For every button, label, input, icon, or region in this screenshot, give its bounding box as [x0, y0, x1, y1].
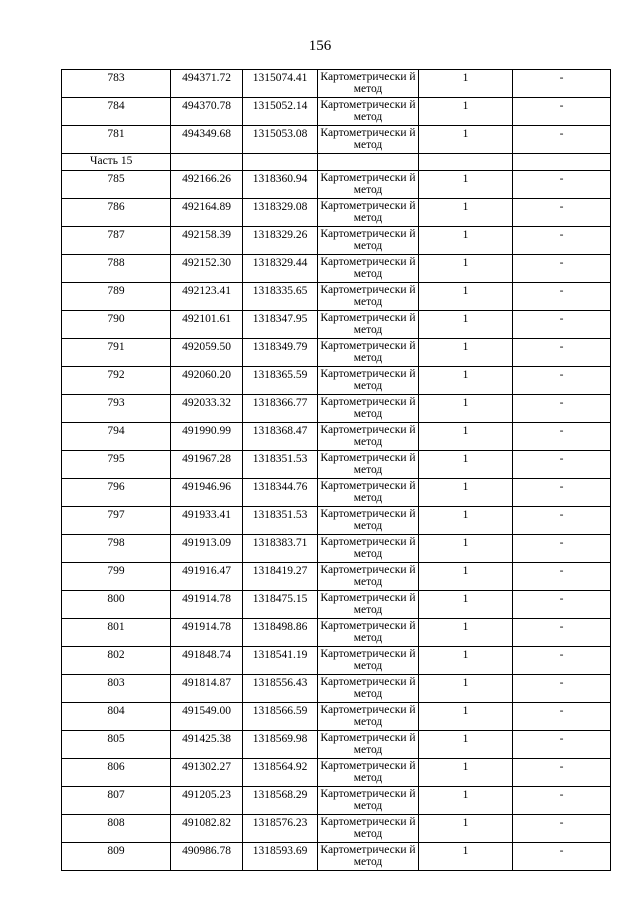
description-cell: -	[513, 423, 611, 451]
table-row	[62, 98, 611, 126]
table-row	[62, 479, 611, 507]
description-cell: -	[513, 70, 611, 98]
y-coordinate-cell: 1315052.14	[243, 98, 318, 126]
method-cell: Картометрически й метод	[318, 339, 419, 367]
y-coordinate-cell: 1318569.98	[243, 731, 318, 759]
table-row	[62, 675, 611, 703]
description-cell: -	[513, 283, 611, 311]
y-coordinate-cell: 1318498.86	[243, 619, 318, 647]
method-cell: Картометрически й метод	[318, 98, 419, 126]
point-number-cell: 808	[62, 815, 171, 843]
method-cell: Картометрически й метод	[318, 843, 419, 871]
accuracy-cell: 1	[419, 675, 513, 703]
method-cell: Картометрически й метод	[318, 395, 419, 423]
description-cell: -	[513, 815, 611, 843]
point-number-cell: 801	[62, 619, 171, 647]
accuracy-cell: 1	[419, 479, 513, 507]
accuracy-cell: 1	[419, 731, 513, 759]
x-coordinate-cell: 492123.41	[171, 283, 243, 311]
table-row	[62, 283, 611, 311]
description-cell: -	[513, 591, 611, 619]
point-number-cell: 792	[62, 367, 171, 395]
accuracy-cell: 1	[419, 759, 513, 787]
description-cell: -	[513, 787, 611, 815]
point-number-cell: 791	[62, 339, 171, 367]
table-row	[62, 423, 611, 451]
point-number-cell: 784	[62, 98, 171, 126]
description-cell: -	[513, 507, 611, 535]
table-row	[62, 843, 611, 871]
point-number-cell: 797	[62, 507, 171, 535]
y-coordinate-cell: 1318564.92	[243, 759, 318, 787]
table-row	[62, 339, 611, 367]
method-cell: Картометрически й метод	[318, 647, 419, 675]
table-row	[62, 591, 611, 619]
page-number: 156	[308, 38, 332, 54]
table-row	[62, 311, 611, 339]
x-coordinate-cell: 491549.00	[171, 703, 243, 731]
x-coordinate-cell: 491302.27	[171, 759, 243, 787]
accuracy-cell: 1	[419, 647, 513, 675]
y-coordinate-cell: 1318351.53	[243, 451, 318, 479]
method-cell: Картометрически й метод	[318, 675, 419, 703]
table-row	[62, 395, 611, 423]
description-cell: -	[513, 311, 611, 339]
description-cell: -	[513, 339, 611, 367]
table-row	[62, 255, 611, 283]
table-row	[62, 703, 611, 731]
accuracy-cell: 1	[419, 563, 513, 591]
method-cell: Картометрически й метод	[318, 423, 419, 451]
description-cell: -	[513, 199, 611, 227]
point-number-cell: 787	[62, 227, 171, 255]
x-coordinate-cell: 491933.41	[171, 507, 243, 535]
y-coordinate-cell: 1318360.94	[243, 171, 318, 199]
description-cell: -	[513, 675, 611, 703]
x-coordinate-cell: 491814.87	[171, 675, 243, 703]
method-cell: Картометрически й метод	[318, 535, 419, 563]
y-coordinate-cell: 1315074.41	[243, 70, 318, 98]
point-number-cell: 809	[62, 843, 171, 871]
description-cell: -	[513, 535, 611, 563]
section-label: Часть 15	[62, 154, 171, 171]
y-coordinate-cell: 1318566.59	[243, 703, 318, 731]
y-coordinate-cell: 1318419.27	[243, 563, 318, 591]
table-row	[62, 647, 611, 675]
accuracy-cell: 1	[419, 451, 513, 479]
y-coordinate-cell: 1318593.69	[243, 843, 318, 871]
x-coordinate-cell: 492166.26	[171, 171, 243, 199]
point-number-cell: 799	[62, 563, 171, 591]
table-row	[62, 367, 611, 395]
point-number-cell: 806	[62, 759, 171, 787]
y-coordinate-cell: 1318568.29	[243, 787, 318, 815]
point-number-cell: 803	[62, 675, 171, 703]
x-coordinate-cell: 491946.96	[171, 479, 243, 507]
y-coordinate-cell: 1318383.71	[243, 535, 318, 563]
method-cell: Картометрически й метод	[318, 255, 419, 283]
table-row	[62, 451, 611, 479]
method-cell: Картометрически й метод	[318, 591, 419, 619]
point-number-cell: 788	[62, 255, 171, 283]
empty-cell	[243, 154, 318, 171]
table-row	[62, 507, 611, 535]
x-coordinate-cell: 492033.32	[171, 395, 243, 423]
point-number-cell: 783	[62, 70, 171, 98]
description-cell: -	[513, 451, 611, 479]
accuracy-cell: 1	[419, 283, 513, 311]
y-coordinate-cell: 1318365.59	[243, 367, 318, 395]
description-cell: -	[513, 563, 611, 591]
description-cell: -	[513, 479, 611, 507]
x-coordinate-cell: 491425.38	[171, 731, 243, 759]
description-cell: -	[513, 255, 611, 283]
point-number-cell: 793	[62, 395, 171, 423]
method-cell: Картометрически й метод	[318, 619, 419, 647]
x-coordinate-cell: 492152.30	[171, 255, 243, 283]
accuracy-cell: 1	[419, 703, 513, 731]
point-number-cell: 795	[62, 451, 171, 479]
table-row	[62, 815, 611, 843]
x-coordinate-cell: 492101.61	[171, 311, 243, 339]
point-number-cell: 785	[62, 171, 171, 199]
method-cell: Картометрически й метод	[318, 70, 419, 98]
coordinates-table	[61, 69, 611, 871]
method-cell: Картометрически й метод	[318, 199, 419, 227]
point-number-cell: 802	[62, 647, 171, 675]
y-coordinate-cell: 1318576.23	[243, 815, 318, 843]
empty-cell	[419, 154, 513, 171]
x-coordinate-cell: 494371.72	[171, 70, 243, 98]
x-coordinate-cell: 494349.68	[171, 126, 243, 154]
method-cell: Картометрически й метод	[318, 479, 419, 507]
x-coordinate-cell: 492060.20	[171, 367, 243, 395]
description-cell: -	[513, 227, 611, 255]
x-coordinate-cell: 492158.39	[171, 227, 243, 255]
method-cell: Картометрически й метод	[318, 507, 419, 535]
accuracy-cell: 1	[419, 591, 513, 619]
description-cell: -	[513, 647, 611, 675]
empty-cell	[171, 154, 243, 171]
y-coordinate-cell: 1315053.08	[243, 126, 318, 154]
x-coordinate-cell: 490986.78	[171, 843, 243, 871]
accuracy-cell: 1	[419, 423, 513, 451]
table-row	[62, 619, 611, 647]
table-row	[62, 227, 611, 255]
point-number-cell: 807	[62, 787, 171, 815]
y-coordinate-cell: 1318541.19	[243, 647, 318, 675]
description-cell: -	[513, 759, 611, 787]
accuracy-cell: 1	[419, 787, 513, 815]
point-number-cell: 781	[62, 126, 171, 154]
y-coordinate-cell: 1318351.53	[243, 507, 318, 535]
table-row	[62, 70, 611, 98]
accuracy-cell: 1	[419, 535, 513, 563]
point-number-cell: 794	[62, 423, 171, 451]
accuracy-cell: 1	[419, 70, 513, 98]
y-coordinate-cell: 1318335.65	[243, 283, 318, 311]
method-cell: Картометрически й метод	[318, 731, 419, 759]
y-coordinate-cell: 1318329.26	[243, 227, 318, 255]
point-number-cell: 796	[62, 479, 171, 507]
x-coordinate-cell: 491914.78	[171, 619, 243, 647]
method-cell: Картометрически й метод	[318, 171, 419, 199]
description-cell: -	[513, 395, 611, 423]
method-cell: Картометрически й метод	[318, 759, 419, 787]
description-cell: -	[513, 126, 611, 154]
accuracy-cell: 1	[419, 126, 513, 154]
point-number-cell: 800	[62, 591, 171, 619]
empty-cell	[513, 154, 611, 171]
accuracy-cell: 1	[419, 98, 513, 126]
point-number-cell: 789	[62, 283, 171, 311]
method-cell: Картометрически й метод	[318, 126, 419, 154]
x-coordinate-cell: 491967.28	[171, 451, 243, 479]
method-cell: Картометрически й метод	[318, 367, 419, 395]
y-coordinate-cell: 1318475.15	[243, 591, 318, 619]
point-number-cell: 790	[62, 311, 171, 339]
description-cell: -	[513, 367, 611, 395]
accuracy-cell: 1	[419, 227, 513, 255]
method-cell: Картометрически й метод	[318, 787, 419, 815]
description-cell: -	[513, 98, 611, 126]
empty-cell	[318, 154, 419, 171]
method-cell: Картометрически й метод	[318, 703, 419, 731]
method-cell: Картометрически й метод	[318, 815, 419, 843]
table-row	[62, 126, 611, 154]
x-coordinate-cell: 491205.23	[171, 787, 243, 815]
description-cell: -	[513, 731, 611, 759]
accuracy-cell: 1	[419, 339, 513, 367]
y-coordinate-cell: 1318329.44	[243, 255, 318, 283]
table-row	[62, 535, 611, 563]
point-number-cell: 798	[62, 535, 171, 563]
description-cell: -	[513, 171, 611, 199]
description-cell: -	[513, 843, 611, 871]
method-cell: Картометрически й метод	[318, 283, 419, 311]
point-number-cell: 786	[62, 199, 171, 227]
x-coordinate-cell: 491082.82	[171, 815, 243, 843]
y-coordinate-cell: 1318347.95	[243, 311, 318, 339]
x-coordinate-cell: 492059.50	[171, 339, 243, 367]
accuracy-cell: 1	[419, 815, 513, 843]
accuracy-cell: 1	[419, 843, 513, 871]
method-cell: Картометрически й метод	[318, 451, 419, 479]
table-row	[62, 731, 611, 759]
accuracy-cell: 1	[419, 255, 513, 283]
table-row	[62, 563, 611, 591]
y-coordinate-cell: 1318366.77	[243, 395, 318, 423]
x-coordinate-cell: 491916.47	[171, 563, 243, 591]
x-coordinate-cell: 491914.78	[171, 591, 243, 619]
accuracy-cell: 1	[419, 367, 513, 395]
y-coordinate-cell: 1318368.47	[243, 423, 318, 451]
method-cell: Картометрически й метод	[318, 227, 419, 255]
table-row	[62, 787, 611, 815]
point-number-cell: 804	[62, 703, 171, 731]
accuracy-cell: 1	[419, 171, 513, 199]
section-row	[62, 154, 611, 171]
method-cell: Картометрически й метод	[318, 311, 419, 339]
y-coordinate-cell: 1318349.79	[243, 339, 318, 367]
x-coordinate-cell: 491990.99	[171, 423, 243, 451]
x-coordinate-cell: 491913.09	[171, 535, 243, 563]
table-row	[62, 171, 611, 199]
x-coordinate-cell: 491848.74	[171, 647, 243, 675]
x-coordinate-cell: 494370.78	[171, 98, 243, 126]
y-coordinate-cell: 1318344.76	[243, 479, 318, 507]
method-cell: Картометрически й метод	[318, 563, 419, 591]
accuracy-cell: 1	[419, 507, 513, 535]
description-cell: -	[513, 619, 611, 647]
accuracy-cell: 1	[419, 395, 513, 423]
description-cell: -	[513, 703, 611, 731]
table-row	[62, 759, 611, 787]
point-number-cell: 805	[62, 731, 171, 759]
accuracy-cell: 1	[419, 199, 513, 227]
y-coordinate-cell: 1318556.43	[243, 675, 318, 703]
accuracy-cell: 1	[419, 619, 513, 647]
table-row	[62, 199, 611, 227]
x-coordinate-cell: 492164.89	[171, 199, 243, 227]
accuracy-cell: 1	[419, 311, 513, 339]
y-coordinate-cell: 1318329.08	[243, 199, 318, 227]
